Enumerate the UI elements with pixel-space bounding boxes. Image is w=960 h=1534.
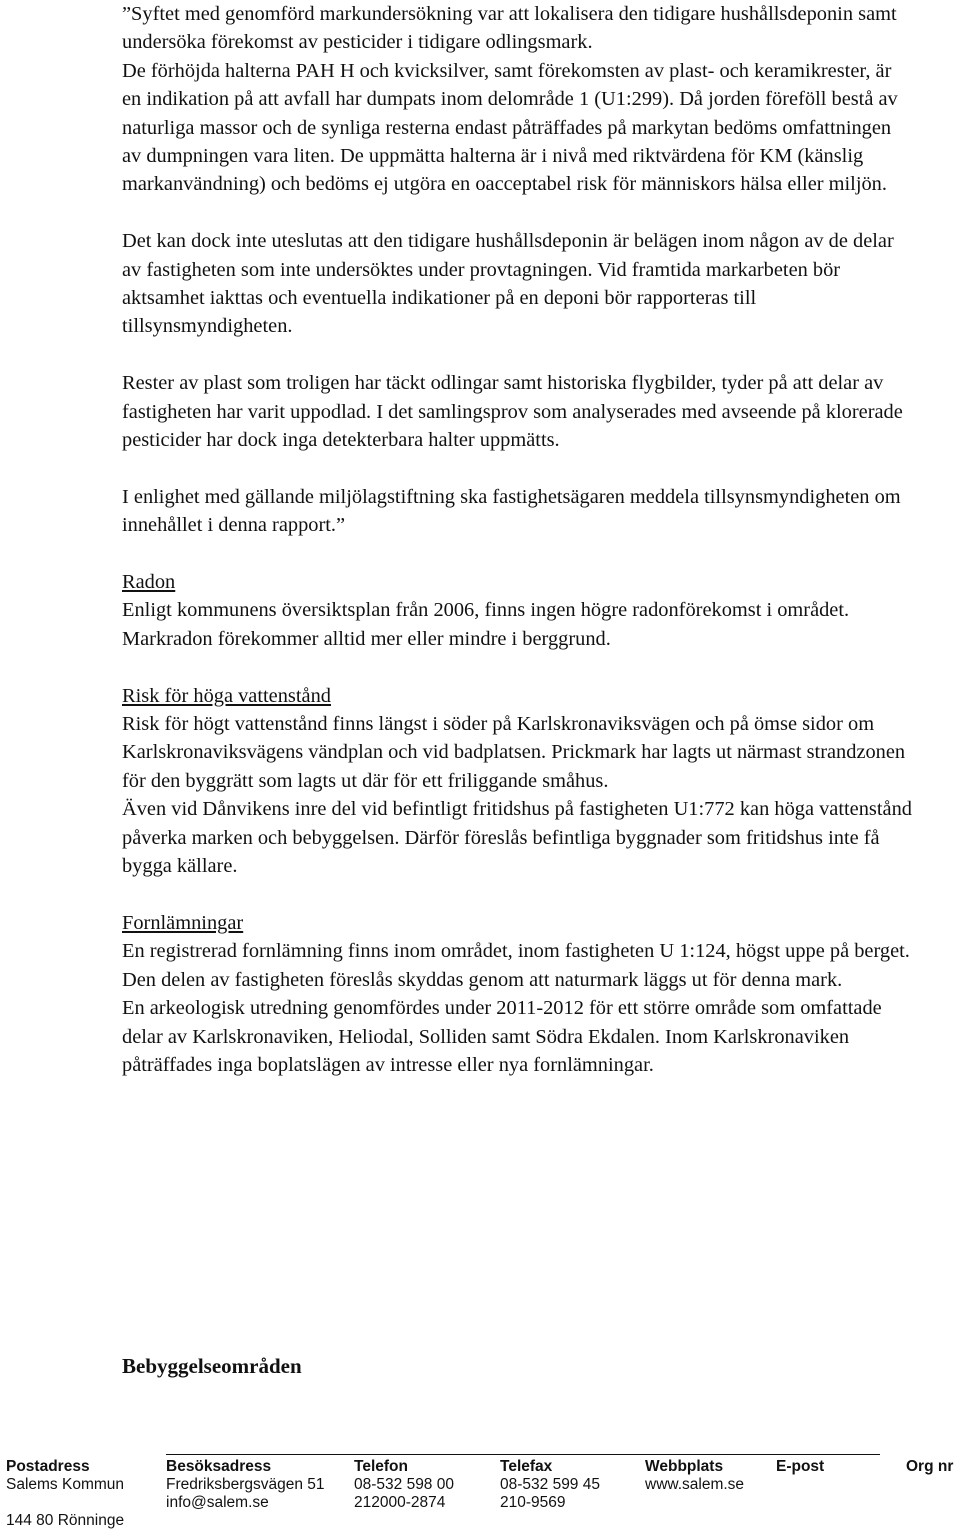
footer-telefon-line2: 212000-2874	[354, 1494, 446, 1511]
quote-paragraph-3: Det kan dock inte uteslutas att den tidigare hushållsdeponin är belägen inom någon av de delar av fastigheten som inte undersöktes under provtagningen. Vid framtida markarbeten bör aktsamhet iakttas och eventuella indikationer på en deponi bör rapporteras till tillsynsmyndigheten.	[122, 230, 894, 338]
footer-telefon	[354, 1458, 454, 1512]
ancient-remains-heading: Fornlämningar	[122, 911, 244, 934]
water-risk-text-2: Även vid Dånvikens inre del vid befintligt fritidshus på fastigheten U1:772 kan höga vattenstånd påverka marken och bebyggelsen. Därför föreslås befintliga byggnader som fritidshus inte få bygga källare.	[122, 798, 912, 878]
footer-telefax-label: Telefax	[500, 1458, 553, 1475]
footer-telefax-line2: 210-9569	[500, 1494, 566, 1511]
footer-telefon-line1: 08-532 598 00	[354, 1476, 454, 1493]
footer-email[interactable]: info@salem.se	[166, 1494, 269, 1511]
radon-heading: Radon	[122, 571, 176, 594]
footer-telefax	[500, 1458, 600, 1512]
footer-webbplats	[645, 1458, 744, 1494]
quote-paragraph-2: De förhöjda halterna PAH H och kvicksilver, samt förekomsten av plast- och keramikrester, är en indikation på att avfall har dumpats inom delområde 1 (U1:299). Då jorden föreföll bestå av naturliga massor och de synliga resterna endast påträffades på markytan bedöms omfattningen av dumpningen vara liten. De uppmätta halterna är i nivå med riktvärdena för KM (känslig markanvändning) och bedöms ej utgöra en oacceptabel risk för människors hälsa eller miljön.	[122, 59, 898, 196]
footer-epost-label: E-post	[776, 1458, 825, 1475]
footer-website-link[interactable]: www.salem.se	[645, 1476, 745, 1493]
footer-postadress-label: Postadress	[6, 1458, 90, 1475]
footer-besoksadress-label: Besöksadress	[166, 1458, 272, 1475]
footer-telefax-line1: 08-532 599 45	[500, 1476, 600, 1493]
footer-telefon-label: Telefon	[354, 1458, 408, 1475]
radon-text: Enligt kommunens översiktsplan från 2006, finns ingen högre radonförekomst i området. Markradon förekommer alltid mer eller mindre i berggrund.	[122, 599, 850, 650]
ancient-remains-text-1: En registrerad fornlämning finns inom området, inom fastigheten U 1:124, högst uppe på berget. Den delen av fastigheten föreslås skyddas genom att naturmark läggs ut för denna mark.	[122, 940, 910, 991]
footer-webbplats-label: Webbplats	[645, 1458, 724, 1475]
water-risk-heading: Risk för höga vattenstånd	[122, 684, 331, 707]
quote-paragraph-4: Rester av plast som troligen har täckt odlingar samt historiska flygbilder, tyder på att delar av fastigheten har varit uppodlad. I det samlingsprov som analyserades med avseende på klorerade pesticider har dock inga detekterbara halter uppmätts.	[122, 372, 903, 452]
quote-paragraph-1: ”Syftet med genomförd markundersökning var att lokalisera den tidigare hushållsdeponin samt undersöka förekomst av pesticider i tidigare odlingsmark.	[122, 3, 897, 54]
page-footer	[0, 1452, 960, 1534]
water-risk-text-1: Risk för högt vattenstånd finns längst i söder på Karlskronaviksvägen och på ömse sidor om Karlskronaviksvägens vändplan och vid badplatsen. Prickmark har lagts ut närmast strandzonen för den byggrätt som lagts ut där för ett friliggande småhus.	[122, 713, 906, 792]
footer-divider	[166, 1454, 880, 1455]
footer-orgnr	[906, 1458, 953, 1476]
footer-orgnr-label: Org nr	[906, 1458, 954, 1475]
footer-postadress-line1: Salems Kommun	[6, 1476, 125, 1493]
document-body	[122, 0, 912, 1079]
footer-besoksadress	[166, 1458, 325, 1512]
ancient-remains-text-2: En arkeologisk utredning genomfördes under 2011-2012 för ett större område som omfattade delar av Karlskronaviken, Heliodal, Solliden samt Södra Ekdalen. Inom Karlskronaviken påträffades inga boplatslägen av intresse eller nya fornlämningar.	[122, 997, 882, 1076]
footer-postadress	[6, 1458, 124, 1530]
footer-besoksadress-line1: Fredriksbergsvägen 51	[166, 1476, 325, 1493]
footer-epost	[776, 1458, 824, 1476]
section-title: Bebyggelseområden	[122, 1354, 302, 1378]
quote-paragraph-5: I enlighet med gällande miljölagstiftning ska fastighetsägaren meddela tillsynsmyndigheten om innehållet i denna rapport.”	[122, 485, 901, 537]
footer-postadress-line2: 144 80 Rönninge	[6, 1512, 125, 1529]
